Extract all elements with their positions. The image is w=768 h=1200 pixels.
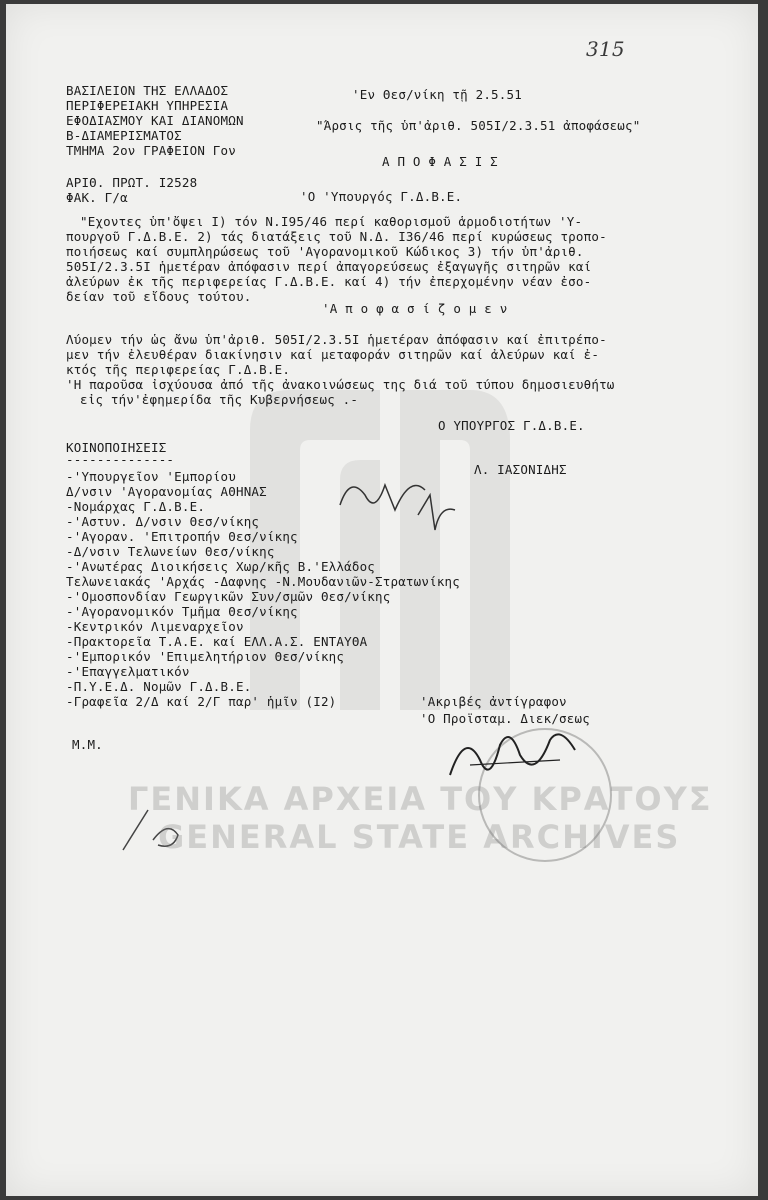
signature-title: Ο ΥΠΟΥΡΓΟΣ Γ.Δ.Β.Ε.	[438, 418, 585, 433]
handwritten-annotation	[330, 455, 470, 545]
watermark-greek: ΓΕΝΙΚΑ ΑΡΧΕΙΑ ΤΟΥ ΚΡΑΤΟΥΣ	[128, 780, 713, 818]
distribution-item: -'Αγορανομικόν Τμῆμα Θεσ/νίκης	[66, 604, 298, 619]
subject-line: "Άρσις τῆς ὑπ'ἀριθ. 505Ι/2.3.51 ἀποφάσεως"	[316, 118, 641, 133]
header-line-section: ΤΜΗΜΑ 2ον ΓΡΑΦΕΙΟΝ Γον	[66, 143, 236, 158]
decide-word: 'Α π ο φ α σ ί ζ ο μ ε ν	[322, 301, 508, 316]
certified-copy: 'Ακριβές ἀντίγραφον	[420, 694, 567, 709]
watermark-english: GENERAL STATE ARCHIVES	[158, 818, 681, 856]
signature-name: Λ. ΙΑΣΟΝΙΔΗΣ	[474, 462, 567, 477]
header-line-region: Β-ΔΙΑΜΕΡΙΣΜΑΤΟΣ	[66, 128, 182, 143]
distribution-item: -'Αστυν. Δ/νσιν Θεσ/νίκης	[66, 514, 260, 529]
paragraph2-line: μεν τήν ἐλευθέραν διακίνησιν καί μεταφοράν σιτηρῶν καί ἀλεύρων καί ἐ-	[66, 347, 600, 362]
paragraph2-line: Λύομεν τήν ὡς ἄνω ὑπ'ἀριθ. 505Ι/2.3.5Ι ἡμετέραν ἀπόφασιν καί ἐπιτρέπο-	[66, 332, 607, 347]
distribution-title: ΚΟΙΝΟΠΟΙΗΣΕΙΣ	[66, 440, 167, 455]
distribution-item: -'Εμπορικόν 'Επιμελητήριον Θεσ/νίκης	[66, 649, 345, 664]
paragraph2-line: εἰς τήν'ἐφημερίδα τῆς Κυβερνήσεως .-	[80, 392, 359, 407]
typist-initials: Μ.Μ.	[72, 737, 103, 752]
distribution-item: -Δ/νσιν Τελωνείων Θεσ/νίκης	[66, 544, 275, 559]
protocol-number: ΑΡΙΘ. ΠΡΩΤ. Ι2528	[66, 175, 198, 190]
distribution-item: -'Αγοραν. 'Επιτροπήν Θεσ/νίκης	[66, 529, 298, 544]
paragraph1-line: ποιήσεως καί συμπληρώσεως τοῦ 'Αγορανομικοῦ Κώδικος 3) τήν ὑπ'ἀριθ.	[66, 244, 584, 259]
minister-line: 'Ο 'Υπουργός Γ.Δ.Β.Ε.	[300, 189, 463, 204]
distribution-item: -'Επαγγελματικόν	[66, 664, 190, 679]
distribution-item: Δ/νσιν 'Αγορανομίας ΑΘΗΝΑΣ	[66, 484, 267, 499]
paragraph1-line: δείαν τοῦ εἴδους τούτου.	[66, 289, 252, 304]
director-line: 'Ο Προϊσταμ. Διεκ/σεως	[420, 711, 590, 726]
place-date: 'Εν Θεσ/νίκη τῇ 2.5.51	[352, 87, 522, 102]
distribution-item: -Γραφεῖα 2/Δ καί 2/Γ παρ' ἡμῖν (Ι2)	[66, 694, 337, 709]
paragraph1-line: 505Ι/2.3.5Ι ἡμετέραν ἀπόφασιν περί ἀπαγορεύσεως ἐξαγωγῆς σιτηρῶν καί	[66, 259, 592, 274]
distribution-item: Τελωνειακάς 'Αρχάς -Δαφνης -Ν.Μουδανιῶν-Στρατωνίκης	[66, 574, 461, 589]
distribution-item: -Κεντρικόν Λιμεναρχεῖον	[66, 619, 244, 634]
distribution-item: -Νομάρχας Γ.Δ.Β.Ε.	[66, 499, 206, 514]
distribution-item: -'Υπουργεῖον 'Εμπορίου	[66, 469, 236, 484]
page-number: 315	[586, 37, 625, 61]
distribution-item: -Πρακτορεῖα Τ.Α.Ε. καί ΕΛΛ.Α.Σ. ΕΝΤΑΥΘΑ	[66, 634, 368, 649]
decision-title: Α Π Ο Φ Α Σ Ι Σ	[382, 154, 498, 169]
distribution-rule: --------------	[66, 452, 175, 467]
distribution-item: -Π.Υ.Ε.Δ. Νομῶν Γ.Δ.Β.Ε.	[66, 679, 252, 694]
header-line-service: ΠΕΡΙΦΕΡΕΙΑΚΗ ΥΠΗΡΕΣΙΑ	[66, 98, 229, 113]
header-line-kingdom: ΒΑΣΙΛΕΙΟΝ ΤΗΣ ΕΛΛΑΔΟΣ	[66, 83, 229, 98]
header-line-supply: ΕΦΟΔΙΑΣΜΟΥ ΚΑΙ ΔΙΑΝΟΜΩΝ	[66, 113, 244, 128]
distribution-item: -'Ανωτέρας Διοικήσεις Χωρ/κῆς Β.'Ελλάδος	[66, 559, 376, 574]
paragraph2-line: κτός τῆς περιφερείας Γ.Δ.Β.Ε.	[66, 362, 291, 377]
paragraph1-line: "Εχοντες ὑπ'ὄψει Ι) τόν Ν.Ι95/46 περί καθορισμοῦ ἁρμοδιοτήτων 'Υ-	[80, 214, 583, 229]
paragraph1-line: ἀλεύρων ἐκ τῆς περιφερείας Γ.Δ.Β.Ε. καί 4) τήν ἐπερχομένην νέαν ἐσο-	[66, 274, 592, 289]
distribution-item: -'Ομοσπονδίαν Γεωργικῶν Συν/σμῶν Θεσ/νίκης	[66, 589, 391, 604]
paragraph2-line: 'Η παροῦσα ἰσχύουσα ἀπό τῆς ἀνακοινώσεως της διά τοῦ τύπου δημοσιευθήτω	[66, 377, 615, 392]
paragraph1-line: πουργοῦ Γ.Δ.Β.Ε. 2) τάς διατάξεις τοῦ Ν.Δ. Ι36/46 περί κυρώσεως τροπο-	[66, 229, 607, 244]
file-reference: ΦΑΚ. Γ/α	[66, 190, 128, 205]
